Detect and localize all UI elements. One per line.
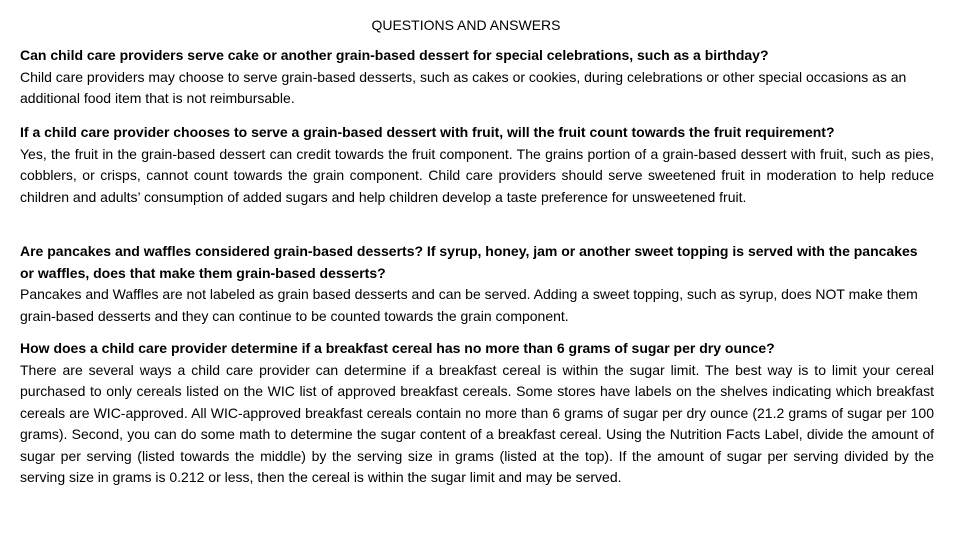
question-text: If a child care provider chooses to serve a grain-based dessert with fruit, will the fruit count towards the fruit requirement?: [20, 124, 835, 140]
answer-text: Yes, the fruit in the grain-based dessert can credit towards the fruit component. The grains portion of a grain-based dessert with fruit, such as pies, cobblers, or crisps, cannot count towards the grain component. Child care providers should serve sweetened fruit in moderation to help reduce children and adults’ consumption of added sugars and help children develop a taste preference for unsweetened fruit.: [20, 145, 934, 205]
qa-item: [20, 122, 934, 208]
question-text: Are pancakes and waffles considered grain-based desserts? If syrup, honey, jam or another sweet topping is served with the pancakes or waffles, does that make them grain-based desserts?: [20, 243, 918, 281]
question-text: Can child care providers serve cake or another grain-based dessert for special celebrations, such as a birthday?: [20, 47, 769, 63]
answer-text: Child care providers may choose to serve grain-based desserts, such as cakes or cookies, during celebrations or other special occasions as an additional food item that is not reimbursable.: [20, 68, 907, 106]
qa-item: [20, 45, 934, 110]
qa-item: [20, 338, 934, 489]
answer-text: There are several ways a child care provider can determine if a breakfast cereal is within the sugar limit. The best way is to limit your cereal purchased to only cereals listed on the WIC list of approved breakfast cereals. Some stores have labels on the shelves indicating which breakfast cereals are WIC-approved. All WIC-approved breakfast cereals contain no more than 6 grams of sugar per dry ounce (21.2 grams of sugar per 100 grams). Second, you can do some math to determine the sugar content of a breakfast cereal. Using the Nutrition Facts Label, divide the amount of sugar per serving (listed towards the middle) by the serving size in grams (listed at the top). If the amount of sugar per serving divided by the serving size in grams is 0.212 or less, then the cereal is within the sugar limit and may be served.: [20, 361, 934, 485]
answer-text: Pancakes and Waffles are not labeled as grain based desserts and can be served. Adding a sweet topping, such as syrup, does NOT make them grain-based desserts and they can continue to be counted towards the grain component.: [20, 286, 918, 324]
qa-item: [20, 241, 934, 327]
page-title: QUESTIONS AND ANSWERS: [371, 17, 561, 33]
question-text: How does a child care provider determine if a breakfast cereal has no more than 6 grams of sugar per dry ounce?: [20, 340, 775, 356]
